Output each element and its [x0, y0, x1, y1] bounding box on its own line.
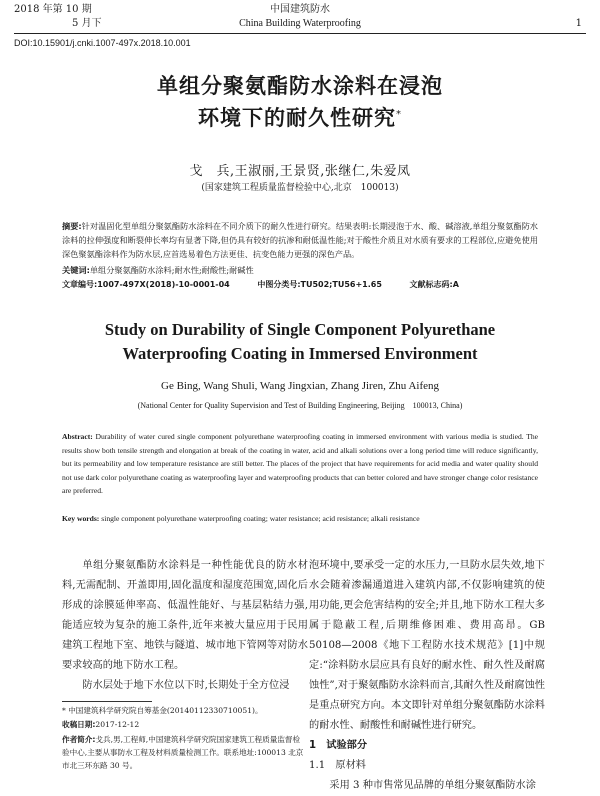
doc-code: A: [452, 280, 459, 289]
footnote-rule: [62, 701, 152, 702]
affiliation-en: (National Center for Quality Supervision and Test of Building Engineering, Beijing 100013, China): [137, 401, 463, 410]
body-left-paragraph-1: 单组分聚氨酯防水涂料是一种性能优良的防水材料,无需配制、开盖即用,固化温度和湿度范围宽,固化后形成的涂膜延伸率高、低温性能好、与基层粘结力强,能适应较为复杂的施工条件,近年来被大量应用于民用建筑工程地下室、地铁与隧道、城市地下管网等对防水要求较高的地下防水工程。: [62, 560, 308, 671]
title-cn-fund-mark: *: [396, 109, 402, 120]
abstract-en-text: Durability of water cured single component polyurethane waterproofing coating in immersed environment with various media is studied. The results show both tensile strength and elongation at break of the coating in water, acid and alkali solutions over a long period time will reduce significantly, but its permeability and low temperature resistance are still better. The places of the project that have requirements for acid media and water quality should not use dark color polyurethane coating as waterproofing layer and waterproofing products that can better colored and have stronger change color resistance are preferred.: [62, 432, 539, 496]
article-no-label: 文章编号:: [62, 280, 98, 289]
subsection-title: 1.1 原材料: [309, 760, 366, 771]
keywords-cn: [62, 263, 538, 277]
doc-code-label: 文献标志码:: [409, 280, 453, 289]
body-left-column: [62, 556, 308, 696]
classification-line: [62, 278, 538, 292]
title-cn-line2-wrap: [0, 102, 600, 132]
affiliation-cn: (国家建筑工程质量监督检验中心,北京 100013): [201, 183, 399, 193]
header-month: 5 月下: [72, 18, 102, 29]
received-label: 收稿日期:: [62, 720, 96, 729]
author-bio-text: 戈兵,男,工程师,中国建筑科学研究院国家建筑工程质量监督检验中心,主要从事防水工程及材料质量检测工作。联系地址:100013 北京市北三环东路 30 号。: [62, 735, 304, 771]
title-cn-line1: 单组分聚氨酯防水涂料在浸泡: [157, 74, 443, 98]
footnote-fund: * 中国建筑科学研究院自筹基金(20140112330710051)。: [62, 706, 263, 715]
keywords-en: [62, 512, 538, 526]
keywords-en-text: single component polyurethane waterproofing coating; water resistance; acid resistance; alkali resistance: [101, 514, 420, 523]
abstract-en-label: Abstract:: [62, 432, 93, 441]
abstract-cn-label: 摘要:: [62, 221, 82, 231]
header-rule: [14, 33, 586, 34]
header-journal-en: China Building Waterproofing: [239, 18, 361, 29]
body-right-paragraph-1: 泡环境中,要承受一定的水压力,一旦防水层失效,地下水会随着渗漏通道进入建筑内部,不仅影响建筑的使用功能,更会危害结构的安全;并且,地下防水工程大多属于隐蔽工程,后期维修困难、费用高昂。GB 50108—2008《地下工程防水技术规范》[1]中规定:“涂料防水层应具有良好的耐水性、耐久性及耐腐蚀性”,对于聚氨酯防水涂料而言,其耐久性及耐腐蚀性是重点研究方向。本文即针对单组分聚氨酯防水涂料的耐水性、耐酸性和耐碱性进行研究。: [309, 560, 545, 731]
abstract-cn: [62, 219, 538, 261]
body-right-paragraph-2: 采用 3 种市售常见品牌的单组分聚氨酯防水涂: [329, 780, 536, 791]
title-cn-line2: 环境下的耐久性研究: [198, 106, 396, 130]
keywords-en-label: Key words:: [62, 514, 100, 523]
authors-en: Ge Bing, Wang Shuli, Wang Jingxian, Zhang Jiren, Zhu Aifeng: [161, 380, 439, 392]
section-title: 1 试验部分: [309, 740, 368, 751]
footnote-received: [62, 718, 306, 731]
abstract-en: [62, 430, 538, 498]
clc-label: 中图分类号:: [257, 280, 301, 289]
abstract-cn-text: 针对温固化型单组分聚氨酯防水涂料在不同介质下的耐久性进行研究。结果表明:长期浸泡于水、酸、碱溶液,单组分聚氨酯防水涂料的拉伸强度和断裂伸长率均有显著下降,但仍具有较好的抗渗和耐低温性能;对于酸性介质且对水质有要求的工程部位,应避免使用深色聚氨酯涂料作为防水层,应首选易着色方法更佳、抗变色能力更强的深色产品。: [62, 221, 538, 259]
body-left-paragraph-2: 防水层处于地下水位以下时,长期处于全方位浸: [82, 680, 290, 691]
header-journal-cn: 中国建筑防水: [270, 4, 330, 15]
article-no: 1007-497X(2018)-10-0001-04: [97, 280, 230, 289]
page-number: 1: [575, 18, 582, 29]
body-right-column: [309, 556, 545, 796]
authors-cn: 戈 兵,王淑丽,王景贤,张继仁,朱爱凤: [189, 164, 411, 179]
title-en-line1: Study on Durability of Single Component Polyurethane: [104, 320, 496, 339]
keywords-cn-label: 关键词:: [62, 265, 90, 275]
footnote-author: [62, 733, 306, 773]
received-date: 2017-12-12: [95, 720, 140, 729]
header-issue: 2018 年第 10 期: [14, 4, 92, 15]
title-en-line2: Waterproofing Coating in Immersed Environment: [122, 344, 478, 363]
keywords-cn-text: 单组分聚氨酯防水涂料;耐水性;耐酸性;耐碱性: [89, 265, 254, 275]
doi: DOI:10.15901/j.cnki.1007-497x.2018.10.001: [14, 38, 191, 48]
clc-code: TU502;TU56+1.65: [300, 280, 382, 289]
author-bio-label: 作者简介:: [62, 735, 96, 744]
